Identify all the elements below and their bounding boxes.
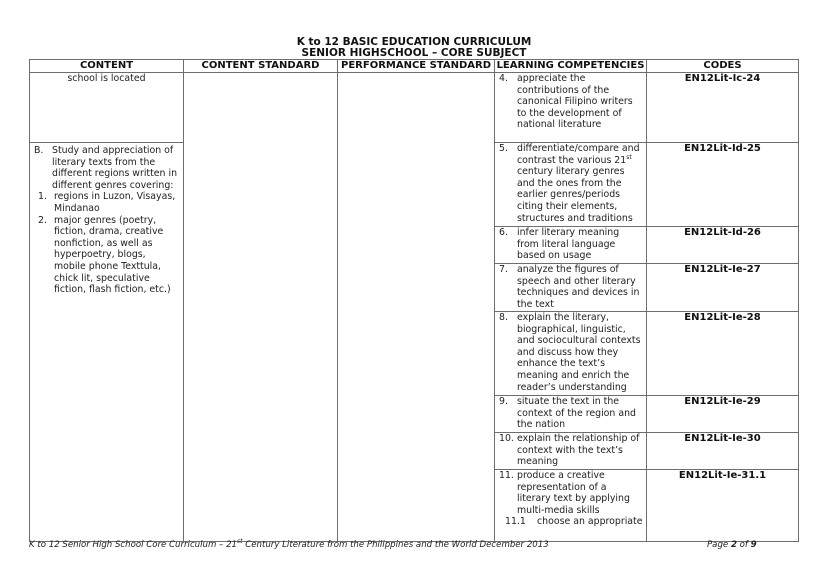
code-cell: EN12Lit-Id-25 (647, 143, 799, 227)
footer-document-title: K to 12 Senior High School Core Curriculum – 21st Century Literature from the Philippines and the World December 2013 (29, 538, 549, 550)
competency-cell: 11. produce a creative representation of a literary text by applying multi-media skills 11.1 choose an appropriate (495, 470, 647, 542)
code-cell: EN12Lit-Ic-24 (647, 73, 799, 143)
competency-text: infer literary meaning from literal language based on usage (517, 227, 620, 262)
table-row (30, 73, 799, 143)
page-number: Page 2 of 9 (707, 540, 757, 550)
competency-text: situate the text in the context of the region and the nation (517, 396, 636, 431)
document-title: K to 12 BASIC EDUCATION CURRICULUM (296, 36, 532, 48)
header-content: CONTENT (30, 60, 184, 73)
competency-text: explain the literary, biographical, linguistic, and sociocultural contexts and discuss how they enhance the text’s meaning and enrich the reader’s understanding (517, 312, 641, 393)
competency-text: differentiate/compare and contrast the various 21st century literary genres and the ones from the earlier genres/periods citing their elements, structures and traditions (517, 143, 640, 224)
competency-text: appreciate the contributions of the canonical Filipino writers to the development of national literature (517, 73, 633, 131)
competency-cell: 10. explain the relationship of context with the text’s meaning (495, 433, 647, 470)
curriculum-table (29, 59, 799, 542)
content-standard-cell (184, 73, 338, 542)
performance-standard-cell (338, 73, 495, 542)
competency-text: explain the relationship of context with the text’s meaning (517, 433, 640, 468)
code-cell: EN12Lit-Ie-27 (647, 264, 799, 312)
code-cell: EN12Lit-Ie-28 (647, 312, 799, 396)
header-learning-competencies: LEARNING COMPETENCIES (495, 60, 647, 73)
competency-cell: 5. differentiate/compare and contrast the various 21st century literary genres and the ones from the earlier genres/periods citing their elements, structures and traditions (495, 143, 647, 227)
competency-text: analyze the figures of speech and other literary techniques and devices in the text (517, 264, 640, 310)
code-cell: EN12Lit-Ie-30 (647, 433, 799, 470)
competency-cell: 9. situate the text in the context of the region and the nation (495, 396, 647, 433)
content-b-item: 2. major genres (poetry, fiction, drama, creative nonfiction, as well as hyperpoetry, blogs, mobile phone Texttula, chick lit, speculative fiction, flash fiction, etc.) (38, 214, 171, 296)
code-cell: EN12Lit-Ie-31.1 (647, 470, 799, 542)
competency-cell: 4. appreciate the contributions of the canonical Filipino writers to the development of national literature (495, 73, 647, 143)
competency-text: produce a creative representation of a literary text by applying multi-media skills (517, 470, 630, 516)
content-a-text: school is located (67, 73, 146, 84)
competency-cell: 6. infer literary meaning from literal language based on usage (495, 227, 647, 264)
header-codes: CODES (647, 60, 799, 73)
document-subtitle: SENIOR HIGHSCHOOL – CORE SUBJECT (301, 47, 527, 59)
code-cell: EN12Lit-Id-26 (647, 227, 799, 264)
content-b-text: Study and appreciation of literary texts from the different regions written in different genres covering: (52, 145, 178, 191)
header-performance-standard: PERFORMANCE STANDARD (338, 60, 495, 73)
code-cell: EN12Lit-Ie-29 (647, 396, 799, 433)
content-cell-a (30, 73, 184, 143)
content-b-item: 1. regions in Luzon, Visayas, Mindanao (38, 191, 176, 214)
content-cell-b: B. Study and appreciation of literary texts from the different regions written in different genres covering: 1. regions in Luzon, Visayas, Mindanao 2. major genres (poetry, fiction, drama, creative nonfiction, as well as hyperpoetry, blogs, mobile phone Texttula, chick lit, speculative fiction, flash fiction, etc.) (30, 143, 184, 542)
competency-cell: 7. analyze the figures of speech and other literary techniques and devices in the text (495, 264, 647, 312)
header-content-standard: CONTENT STANDARD (184, 60, 338, 73)
table-header-row (30, 60, 799, 73)
competency-cell: 8. explain the literary, biographical, linguistic, and sociocultural contexts and discuss how they enhance the text’s meaning and enrich the reader’s understanding (495, 312, 647, 396)
sub-competency: 11.1 choose an appropriate (505, 516, 643, 528)
